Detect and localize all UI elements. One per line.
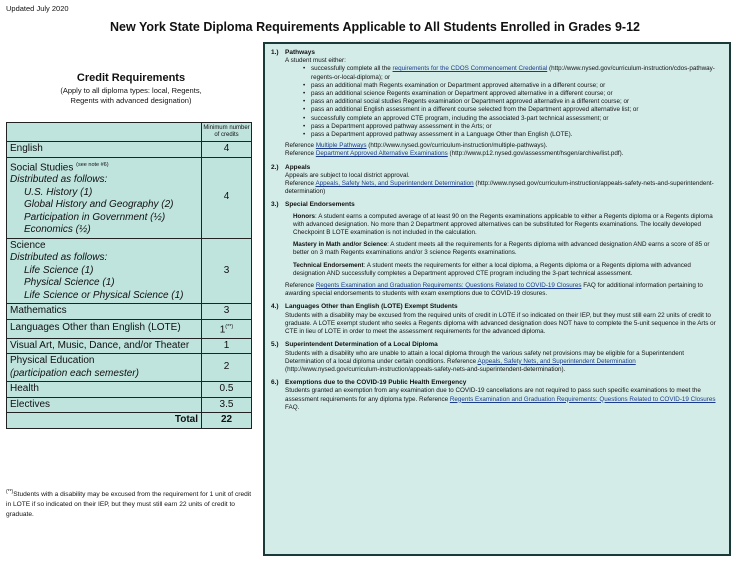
- appeals-safety-nets-link[interactable]: Appeals, Safety Nets, and Superintendent Determination: [315, 180, 474, 188]
- technical-endorsement: Technical Endorsement: A student meets the requirements for either a local diploma, a Regents diploma or a Regents diploma with advanced designation AND successfully completes a Department approved CTE program including the 3-part technical assessment.: [293, 261, 691, 277]
- note-covid-body: Students granted an exemption from any examination due to COVID-19 cancellations are not required to pass such specific examinations to meet the assessment requirements for any diploma type. Reference Regents Examination and Graduation Requirements: Questions Related to COVID-19 Closures FAQ.: [285, 387, 716, 411]
- note-lote-exempt: [271, 303, 723, 336]
- honors-endorsement: Honors: A student earns a computed average of at least 90 on the Regents examinations applicable to either a Regents diploma or a Regents diploma with advanced designation. No more than 2 Department approved alternatives can be substituted for Regents examinations. The locally developed Checkpoint B LOTE examination is not included in the calculation.: [293, 212, 713, 237]
- total-label: Total: [7, 413, 202, 429]
- pathways-intro: A student must either:: [285, 57, 346, 65]
- science-distribution: Distributed as follows:: [10, 252, 108, 264]
- subject-health: Health: [7, 382, 202, 398]
- science-item-physical: Physical Science (1): [24, 277, 115, 289]
- note-superintendent-determination: [271, 341, 723, 374]
- subject-physical-education: [7, 354, 202, 382]
- credits-science: 3: [202, 238, 252, 304]
- multiple-pathways-link[interactable]: Multiple Pathways: [315, 142, 367, 150]
- note-lote-body: Students with a disability may be excused from the required units of credit in LOTE if so indicated on their IEP, but they must still earn 22 units of credit to graduate. A LOTE exempt student who seeks a Regents diploma with advanced designation does NOT have to complete the 5-unit sequence in the Arts or CTE in lieu of LOTE in order to meet the assessment requirements for the advanced diploma.: [285, 311, 716, 336]
- note-pathways-body: [271, 57, 723, 158]
- social-studies-distribution: Distributed as follows:: [10, 174, 108, 186]
- note-appeals: [271, 164, 723, 197]
- superintendent-determination-link[interactable]: Appeals, Safety Nets, and Superintendent Determination: [477, 357, 636, 365]
- note-pathways-title: 1.) Pathways: [271, 49, 315, 56]
- cdos-credential-link[interactable]: requirements for the CDOS Commencement Credential: [392, 65, 548, 73]
- credits-mathematics: 3: [202, 304, 252, 320]
- note-covid-title: 6.) Exemptions due to the COVID-19 Public Health Emergency: [271, 379, 467, 387]
- list-item: • pass a Department approved pathway assessment in a Language Other than English (LOTE).: [303, 131, 723, 139]
- table-row-total: [7, 413, 252, 429]
- table-row-physical-education: [7, 354, 252, 382]
- page-title: New York State Diploma Requirements Applicable to All Students Enrolled in Grades 9-12: [110, 20, 640, 34]
- credit-requirements-table: [6, 122, 252, 429]
- notes-panel: [263, 42, 731, 556]
- credits-health: 0.5: [202, 382, 252, 398]
- list-item: • pass an additional social studies Regents examination or Department approved alternative in a different course; or: [303, 98, 723, 106]
- mastery-endorsement: Mastery in Math and/or Science: A student meets all the requirements for a Regents diploma with advanced designation AND earns a score of 85 or better on 3 math Regents examinations and/or 3 science Regents examinations.: [293, 241, 710, 257]
- list-item: • pass an additional science Regents examination or Department approved alternative in a different course; or: [303, 90, 723, 98]
- science-label: Science: [10, 239, 46, 251]
- table-row-electives: [7, 397, 252, 413]
- science-item-life: Life Science (1): [24, 264, 94, 276]
- pathways-reference-1: Reference Multiple Pathways (http://www.nysed.gov/curriculum-instruction/multiple-pathways).: [285, 142, 548, 150]
- approved-alternatives-link[interactable]: Department Approved Alternative Examinations: [315, 150, 448, 158]
- social-item-us-history: U.S. History (1): [24, 186, 93, 198]
- lote-footnote: [6, 487, 258, 520]
- table-header-blank: [7, 123, 202, 142]
- table-row-arts: [7, 338, 252, 354]
- science-item-either: Life Science or Physical Science (1): [24, 289, 184, 301]
- note-special-endorsements: [271, 201, 723, 298]
- note-covid-exemptions: [271, 379, 723, 412]
- subject-social-studies: [7, 157, 202, 238]
- note-endorsements-title: 3.) Special Endorsements: [271, 201, 355, 209]
- table-row-lote: [7, 319, 252, 338]
- social-item-global-history: Global History and Geography (2): [24, 199, 174, 211]
- subject-mathematics: Mathematics: [7, 304, 202, 320]
- credits-physical-education: 2: [202, 354, 252, 382]
- subtitle-line-1: (Apply to all diploma types: local, Regents,: [60, 86, 202, 95]
- min-credits-header: Minimum number of credits: [202, 123, 252, 142]
- footnote-text: Students with a disability may be excused from the requirement for 1 unit of credit in LOTE if so indicated on their IEP, but they must still earn 22 units of credit to graduate.: [6, 491, 252, 519]
- table-row-science: [7, 238, 252, 304]
- note-superintendent-body: Students with a disability who are unable to attain a local diploma through the various safety net provisions may be eligible for a Superintendent Determination of a local diploma under certain conditions. Reference Appeals, Safety Nets, and Superintendent Determination (http://www.nysed.gov/curriculum-instruction/appeals-safety-nets-and-superintendent-determination).: [285, 349, 685, 373]
- credits-lote: [202, 319, 252, 338]
- credit-requirements-subtitle: [6, 86, 256, 106]
- list-item: • successfully complete all the requirements for the CDOS Commencement Credential (http://www.nysed.gov/curriculum-instruction/cdos-pathway-regents-or-local-diploma); or: [303, 65, 723, 81]
- credits-lote-value: 1: [219, 324, 226, 336]
- note-lote-title: 4.) Languages Other than English (LOTE) Exempt Students: [271, 303, 458, 311]
- credits-english: 4: [202, 142, 252, 158]
- table-row-health: [7, 382, 252, 398]
- table-header-row: [7, 123, 252, 142]
- subject-electives: Electives: [7, 397, 202, 413]
- appeals-text: Appeals are subject to local district approval.: [285, 171, 410, 179]
- table-row-english: [7, 142, 252, 158]
- endorsements-list: [271, 213, 723, 278]
- table-row-social-studies: [7, 157, 252, 238]
- social-studies-label: Social Studies: [10, 161, 74, 173]
- note-pathways: [271, 49, 723, 159]
- list-item: • pass an additional math Regents examination or Department approved alternative in a different course; or: [303, 82, 723, 90]
- pathways-list: [285, 65, 723, 139]
- pe-subtitle: (participation each semester): [10, 367, 139, 379]
- note-appeals-body: [271, 172, 723, 197]
- list-item: • successfully complete an approved CTE program, including the associated 3-part technical assessment; or: [303, 115, 723, 123]
- credit-requirements-title: Credit Requirements: [76, 72, 186, 84]
- list-item: • pass an additional English assessment in a different course selected from the Department approved alternative list; or: [303, 106, 723, 114]
- subject-lote: Languages Other than English (LOTE): [7, 319, 202, 338]
- credits-electives: 3.5: [202, 397, 252, 413]
- social-studies-note: (see note #6): [76, 161, 109, 168]
- note-appeals-title: 2.) Appeals: [271, 163, 311, 171]
- covid-closures-faq-link[interactable]: Regents Examination and Graduation Requirements: Questions Related to COVID-19 Closures: [449, 395, 716, 403]
- subtitle-line-2: Regents with advanced designation): [70, 96, 192, 105]
- total-credits: 22: [202, 413, 252, 429]
- note-superintendent-title: 5.) Superintendent Determination of a Local Diploma: [271, 341, 438, 349]
- pe-label: Physical Education: [10, 355, 95, 367]
- social-item-government: Participation in Government (½): [24, 211, 166, 223]
- lote-footnote-mark: (**): [225, 323, 234, 330]
- pathways-reference-2: Reference Department Approved Alternative Examinations (http://www.p12.nysed.gov/assessment/hsgen/archive/list.pdf).: [285, 150, 624, 158]
- list-item: • pass a Department approved pathway assessment in the Arts; or: [303, 123, 723, 131]
- credit-requirements-header: [6, 72, 256, 106]
- subject-science: [7, 238, 202, 304]
- updated-date: Updated July 2020: [6, 4, 69, 13]
- endorsements-reference: Reference Regents Examination and Graduation Requirements: Questions Related to COVID-19 Closures FAQ for additional information pertaining to awarding special endorsements to students with exam exemptions due to COVID-19 closures.: [285, 282, 703, 298]
- appeals-reference: Reference Appeals, Safety Nets, and Superintendent Determination (http://www.nysed.gov/curriculum-instruction/appeals-safety-nets-and-superintendent-determination): [285, 180, 714, 196]
- subject-english: English: [7, 142, 202, 158]
- social-item-economics: Economics (½): [24, 224, 91, 236]
- credits-arts: 1: [202, 338, 252, 354]
- table-row-mathematics: [7, 304, 252, 320]
- footnote-mark: (**): [6, 489, 14, 495]
- credits-social-studies: 4: [202, 157, 252, 238]
- subject-arts: Visual Art, Music, Dance, and/or Theater: [7, 338, 202, 354]
- covid-faq-link[interactable]: Regents Examination and Graduation Requirements: Questions Related to COVID-19 Closures: [315, 282, 582, 290]
